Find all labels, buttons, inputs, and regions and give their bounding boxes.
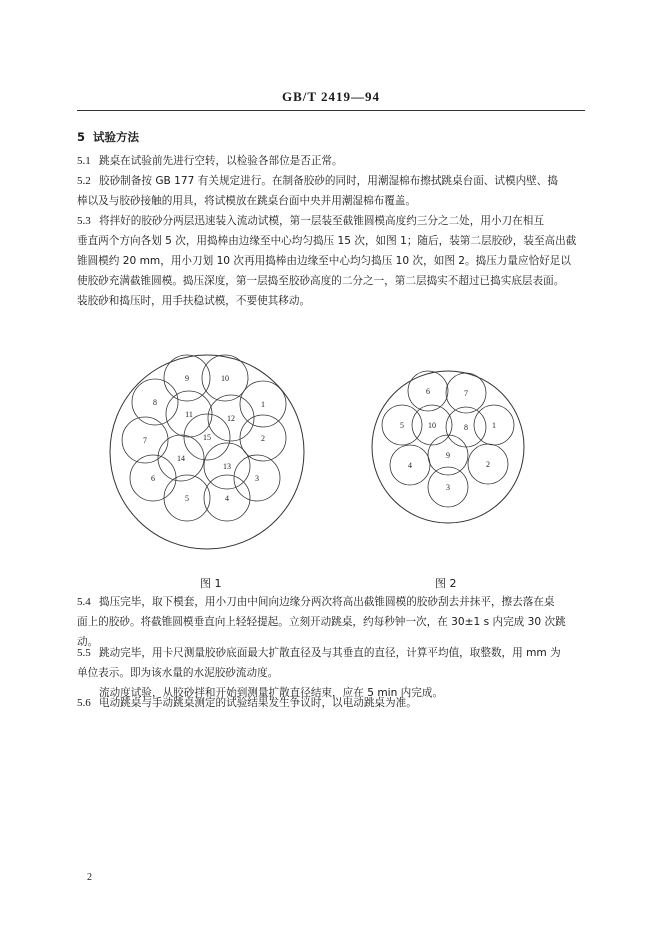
- fig1-position-label: 10: [221, 374, 229, 383]
- figure-1: [107, 352, 307, 552]
- clause-line: 装胶砂和捣压时，用手扶稳试模，不要使其移动。: [77, 295, 311, 307]
- clause-number: 5.6: [77, 697, 91, 709]
- fig1-position-label: 6: [151, 474, 155, 483]
- fig1-position-label: 14: [177, 454, 185, 463]
- page-header: GB/T 2419—94: [281, 89, 381, 104]
- fig2-position-label: 4: [408, 461, 412, 470]
- clause-line: 棒以及与胶砂接触的用具，将试模放在跳桌台面中央并用潮湿棉布覆盖。: [77, 195, 416, 207]
- fig1-position-label: 13: [223, 462, 231, 471]
- clause-line: 流动度试验，从胶砂拌和开始到测量扩散直径结束，应在 5 min 内完成。: [99, 687, 444, 699]
- clause-5-1: [77, 151, 589, 171]
- clause-number: 5.4: [77, 596, 91, 608]
- fig2-position-label: 9: [446, 451, 450, 460]
- fig1-position-label: 12: [227, 414, 235, 423]
- clause-line: 胶砂制备按 GB 177 有关规定进行。在制备胶砂的同时，用潮湿棉布擦拭跳桌台面、试模内壁、捣: [99, 175, 558, 187]
- clause-5-2: [77, 171, 589, 211]
- clause-number: 5.1: [77, 155, 91, 167]
- fig1-position-label: 9: [185, 374, 189, 383]
- clause-number: 5.5: [77, 647, 91, 659]
- clause-number: 5.3: [77, 215, 91, 227]
- clause-line: 将拌好的胶砂分两层迅速装入流动试模，第一层装至截锥圆模高度约三分之二处，用小刀在相互: [99, 215, 544, 227]
- section-title: 试验方法: [93, 130, 140, 144]
- clause-line: 锥圆模约 20 mm，用小刀划 10 次再用捣棒由边缘至中心均匀捣压 10 次，如图 2。捣压力量应恰好足以: [77, 255, 571, 267]
- fig1-position-label: 8: [153, 398, 157, 407]
- figure-2: [370, 369, 526, 525]
- fig1-position-label: 1: [261, 400, 265, 409]
- fig1-position-label: 7: [143, 436, 147, 445]
- clause-5-3: [77, 211, 589, 311]
- fig2-position-label: 2: [486, 460, 490, 469]
- figure-2-caption: 图 2: [435, 577, 457, 590]
- fig1-position-label: 4: [225, 494, 229, 503]
- fig2-position-label: 3: [446, 483, 450, 492]
- fig2-position-label: 10: [428, 421, 436, 430]
- clause-5-6: [77, 693, 589, 713]
- clause-number: 5.2: [77, 175, 91, 187]
- fig2-position-label: 6: [426, 387, 430, 396]
- figure-1-caption: 图 1: [200, 577, 222, 590]
- clause-line: 面上的胶砂。将截锥圆模垂直向上轻轻提起。立刻开动跳桌，约每秒钟一次，在 30±1 s 内完成 30 次跳: [77, 616, 566, 628]
- clause-line: 跳动完毕，用卡尺测量胶砂底面最大扩散直径及与其垂直的直径，计算平均值，取整数，用 mm 为: [99, 647, 561, 659]
- fig1-position-label: 15: [203, 433, 211, 442]
- fig1-position-label: 11: [185, 410, 193, 419]
- clause-line: 动。: [77, 636, 99, 648]
- clause-line: 垂直两个方向各划 5 次，用捣棒由边缘至中心均匀捣压 15 次，如图 1；随后，装第二层胶砂，装至高出截: [77, 235, 577, 247]
- page-number: 2: [87, 872, 92, 883]
- clause-text: 电动跳桌与手动跳桌测定的试验结果发生争议时，以电动跳桌为准。: [99, 697, 417, 709]
- clause-line: 单位表示。即为该水量的水泥胶砂流动度。: [77, 667, 279, 679]
- section-number: 5: [77, 130, 86, 144]
- fig1-position-label: 2: [261, 434, 265, 443]
- header-rule: [77, 110, 585, 111]
- section-heading: [77, 129, 139, 145]
- fig2-position-label: 7: [464, 389, 468, 398]
- clause-line: 捣压完毕，取下模套，用小刀由中间向边缘分两次将高出截锥圆模的胶砂刮去并抹平，擦去落在桌: [99, 596, 555, 608]
- fig1-position-label: 5: [185, 494, 189, 503]
- fig1-position-label: 3: [255, 474, 259, 483]
- fig2-position-label: 8: [464, 423, 468, 432]
- clause-line: 使胶砂充满截锥圆模。捣压深度，第一层捣至胶砂高度的二分之一，第二层捣实不超过已捣实底层表面。: [77, 275, 565, 287]
- clause-text: 跳桌在试验前先进行空转，以检验各部位是否正常。: [99, 155, 343, 167]
- fig2-position-label: 1: [492, 421, 496, 430]
- fig2-position-label: 5: [400, 421, 404, 430]
